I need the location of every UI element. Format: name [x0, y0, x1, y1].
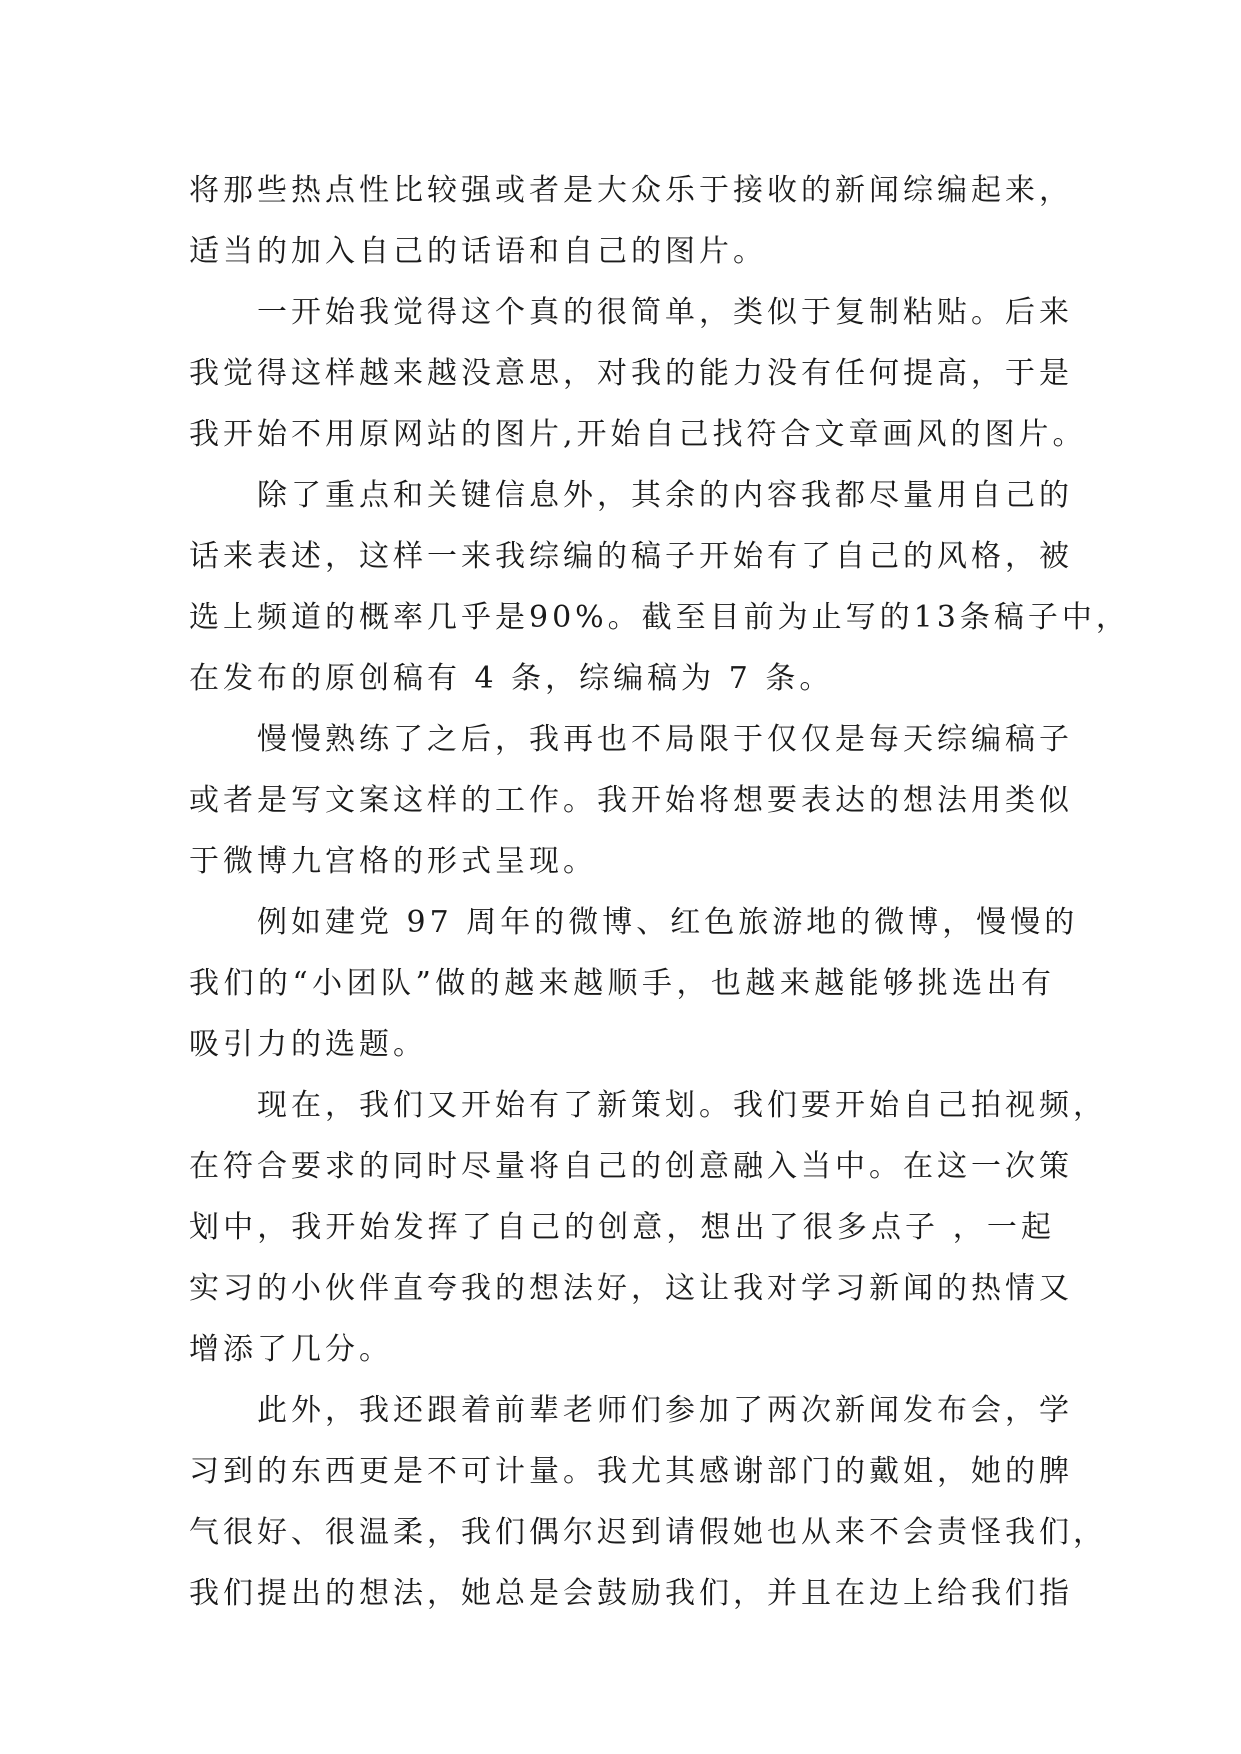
text-line: 将那些热点性比较强或者是大众乐于接收的新闻综编起来，: [189, 173, 1073, 208]
text-line: 气很好、很温柔，我们偶尔迟到请假她也从来不会责怪我们，: [189, 1515, 1107, 1550]
text-line: 慢慢熟练了之后，我再也不局限于仅仅是每天综编稿子: [257, 722, 1073, 757]
paragraph: [189, 1380, 1107, 1624]
text-line: 在发布的原创稿有 4 条，综编稿为 7 条。: [189, 661, 834, 696]
text-line: 在符合要求的同时尽量将自己的创意融入当中。在这一次策: [189, 1149, 1073, 1184]
text-line: 一开始我觉得这个真的很简单，类似于复制粘贴。后来: [257, 295, 1073, 330]
paragraph: [189, 1075, 1107, 1380]
text-line: 吸引力的选题。: [189, 1027, 427, 1062]
text-line: 话来表述，这样一来我综编的稿子开始有了自己的风格，被: [189, 539, 1073, 574]
text-line: 习到的东西更是不可计量。我尤其感谢部门的戴姐，她的脾: [189, 1454, 1073, 1489]
paragraph: [189, 282, 1087, 465]
paragraph: [189, 160, 1073, 282]
document-body: [189, 160, 1130, 1624]
text-line: 我们提出的想法，她总是会鼓励我们，并且在边上给我们指: [189, 1576, 1073, 1611]
text-line: 此外，我还跟着前辈老师们参加了两次新闻发布会，学: [257, 1393, 1073, 1428]
text-line: 除了重点和关键信息外，其余的内容我都尽量用自己的: [257, 478, 1073, 513]
text-line: 例如建党 97 周年的微博、红色旅游地的微博，慢慢的: [257, 905, 1079, 940]
text-line: 实习的小伙伴直夸我的想法好，这让我对学习新闻的热情又: [189, 1271, 1073, 1306]
text-line: 于微博九宫格的形式呈现。: [189, 844, 597, 879]
paragraph: [189, 709, 1073, 892]
paragraph: [189, 892, 1079, 1075]
text-line: 适当的加入自己的话语和自己的图片。: [189, 234, 767, 269]
text-line: 我开始不用原网站的图片,开始自己找符合文章画风的图片。: [189, 417, 1087, 452]
text-line: 我觉得这样越来越没意思，对我的能力没有任何提高，于是: [189, 356, 1073, 391]
text-line: 增添了几分。: [189, 1332, 393, 1367]
text-line: 现在，我们又开始有了新策划。我们要开始自己拍视频，: [257, 1088, 1107, 1123]
text-line: 或者是写文案这样的工作。我开始将想要表达的想法用类似: [189, 783, 1073, 818]
text-line: 我们的“小团队”做的越来越顺手，也越来越能够挑选出有: [189, 966, 1055, 1001]
text-line: 选上频道的概率几乎是90%。截至目前为止写的13条稿子中，: [189, 600, 1130, 635]
text-line: 划中，我开始发挥了自己的创意，想出了很多点子 ，一起: [189, 1210, 1055, 1245]
paragraph: [189, 465, 1130, 709]
